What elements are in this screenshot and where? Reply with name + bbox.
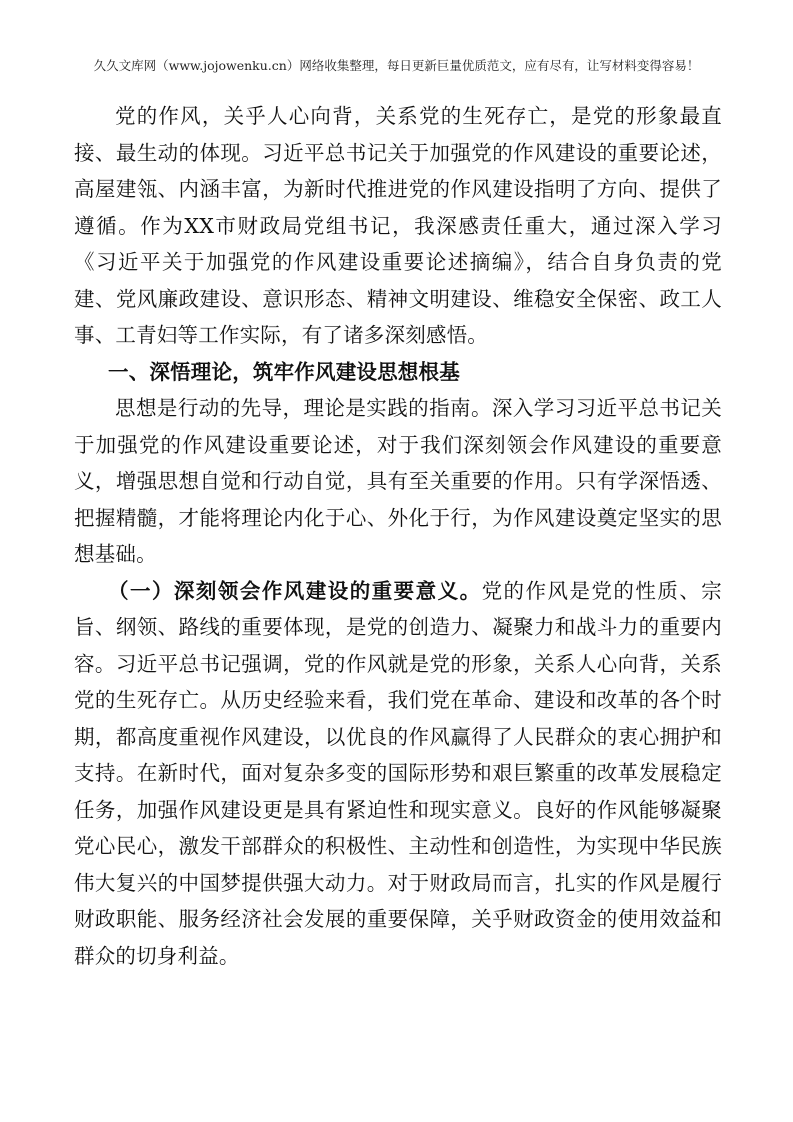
- subsection-1-heading: （一）深刻领会作风建设的重要意义。: [108, 578, 482, 603]
- intro-paragraph: 党的作风，关乎人心向背，关系党的生死存亡，是党的形象最直接、最生动的体现。习近平总书记关于加强党的作风建设的重要论述，高屋建瓴、内涵丰富，为新时代推进党的作风建设指明了方向、提供了遵循。作为XX市财政局党组书记，我深感责任重大，通过深入学习《习近平关于加强党的作风建设重要论述摘编》，结合自身负责的党建、党风廉政建设、意识形态、精神文明建设、维稳安全保密、政工人事、工青妇等工作实际，有了诸多深刻感悟。: [74, 104, 722, 347]
- page-header: 久久文库网（www.jojowenku.cn）网络收集整理，每日更新巨量优质范文，应有尽有，让写材料变得容易！: [93, 58, 700, 73]
- subsection-1-paragraph: [74, 573, 722, 975]
- section-1-paragraph: 思想是行动的先导，理论是实践的指南。深入学习习近平总书记关于加强党的作风建设重要论述，对于我们深刻领会作风建设的重要意义，增强思想自觉和行动自觉，具有至关重要的作用。只有学深悟透、把握精髓，才能将理论内化于心、外化于行，为作风建设奠定坚实的思想基础。: [74, 396, 722, 566]
- document-body: [74, 98, 722, 974]
- section-1-heading: 一、深悟理论，筑牢作风建设思想根基: [108, 359, 460, 384]
- subsection-1-text: 党的作风是党的性质、宗旨、纲领、路线的重要体现，是党的创造力、凝聚力和战斗力的重要内容。习近平总书记强调，党的作风就是党的形象，关系人心向背，关系党的生死存亡。从历史经验来看，我们党在革命、建设和改革的各个时期，都高度重视作风建设，以优良的作风赢得了人民群众的衷心拥护和支持。在新时代，面对复杂多变的国际形势和艰巨繁重的改革发展稳定任务，加强作风建设更是具有紧迫性和现实意义。良好的作风能够凝聚党心民心，激发干部群众的积极性、主动性和创造性，为实现中华民族伟大复兴的中国梦提供强大动力。对于财政局而言，扎实的作风是履行财政职能、服务经济社会发展的重要保障，关乎财政资金的使用效益和群众的切身利益。: [74, 578, 722, 968]
